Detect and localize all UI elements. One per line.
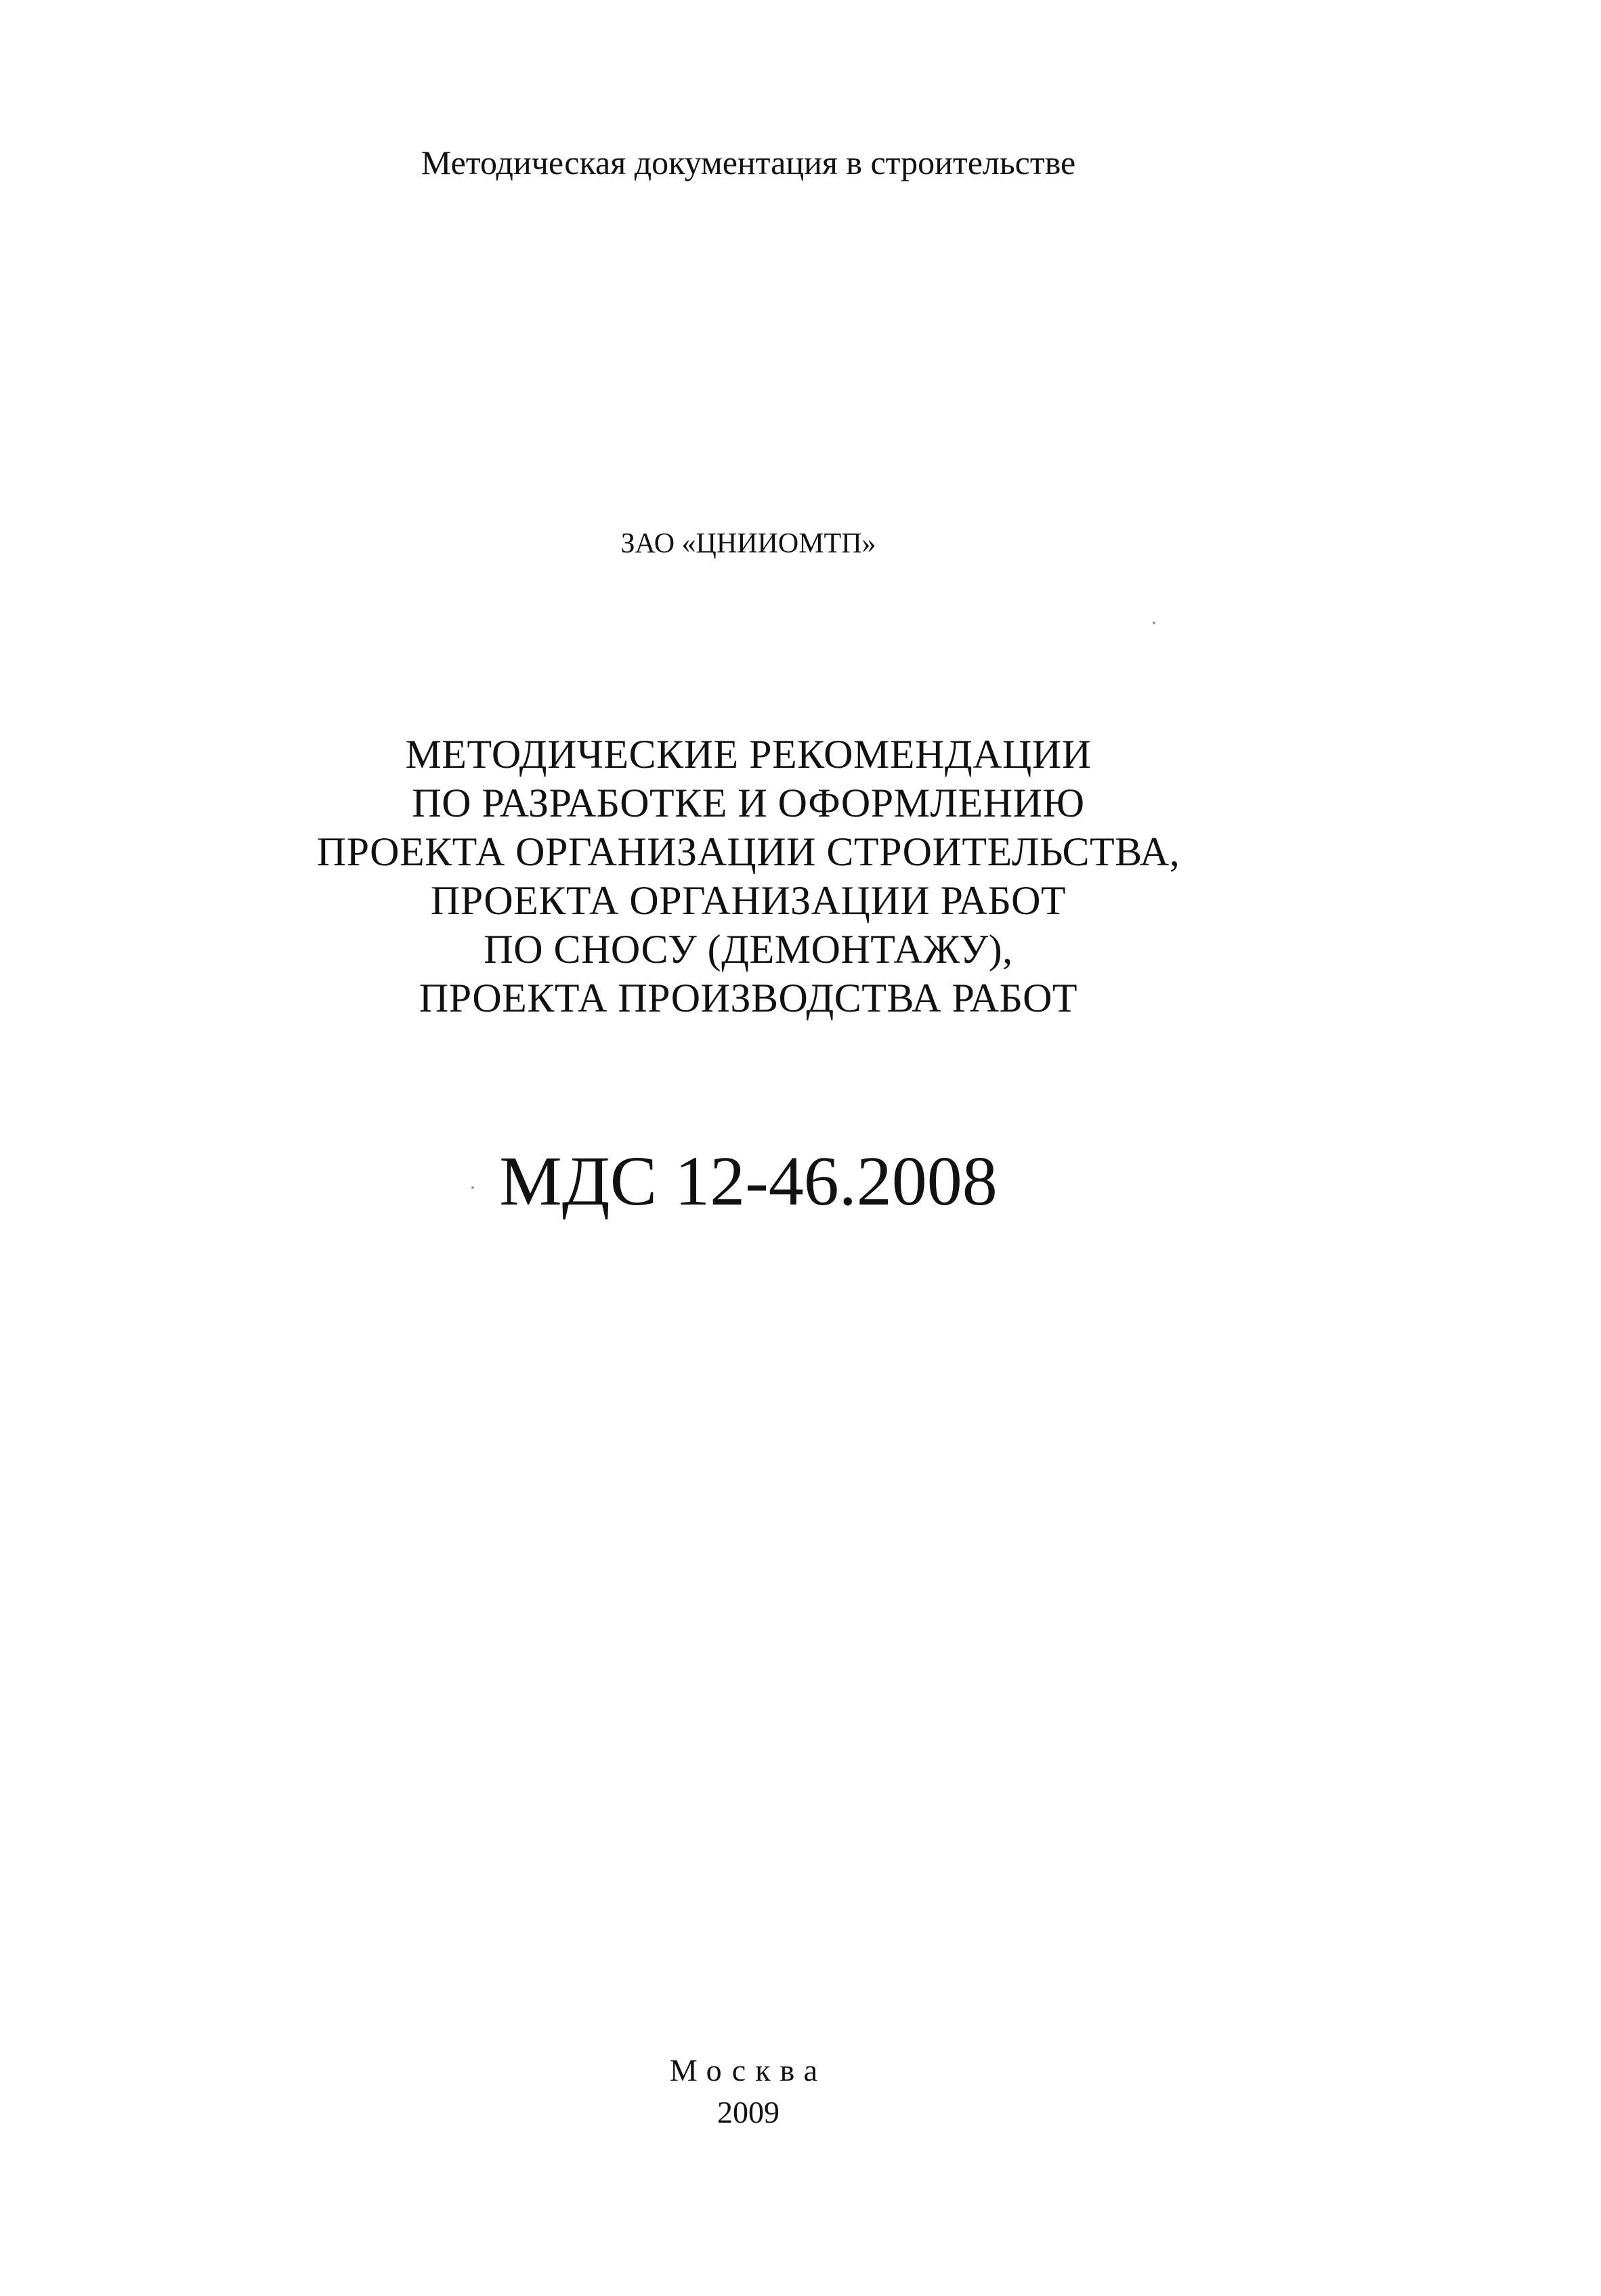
document-title: [0, 730, 1497, 1022]
scan-speck: [1153, 622, 1155, 624]
title-line: ПРОЕКТА ПРОИЗВОДСТВА РАБОТ: [419, 976, 1078, 1020]
organization-name: ЗАО «ЦНИИОМТП»: [620, 528, 876, 559]
title-line: ПО СНОСУ (ДЕМОНТАЖУ),: [484, 927, 1013, 972]
series-heading: Методическая документация в строительстве: [421, 144, 1076, 181]
title-line: ПРОЕКТА ОРГАНИЗАЦИИ СТРОИТЕЛЬСТВА,: [316, 829, 1180, 874]
title-line: ПРОЕКТА ОРГАНИЗАЦИИ РАБОТ: [430, 878, 1067, 923]
scan-speck: [471, 1186, 474, 1189]
publication-year: 2009: [717, 2095, 780, 2129]
document-code: МДС 12-46.2008: [499, 1142, 998, 1220]
publication-city: Москва: [669, 2053, 828, 2087]
title-line: ПО РАЗРАБОТКЕ И ОФОРМЛЕНИЮ: [412, 781, 1085, 825]
title-line: МЕТОДИЧЕСКИЕ РЕКОМЕНДАЦИИ: [405, 732, 1092, 777]
